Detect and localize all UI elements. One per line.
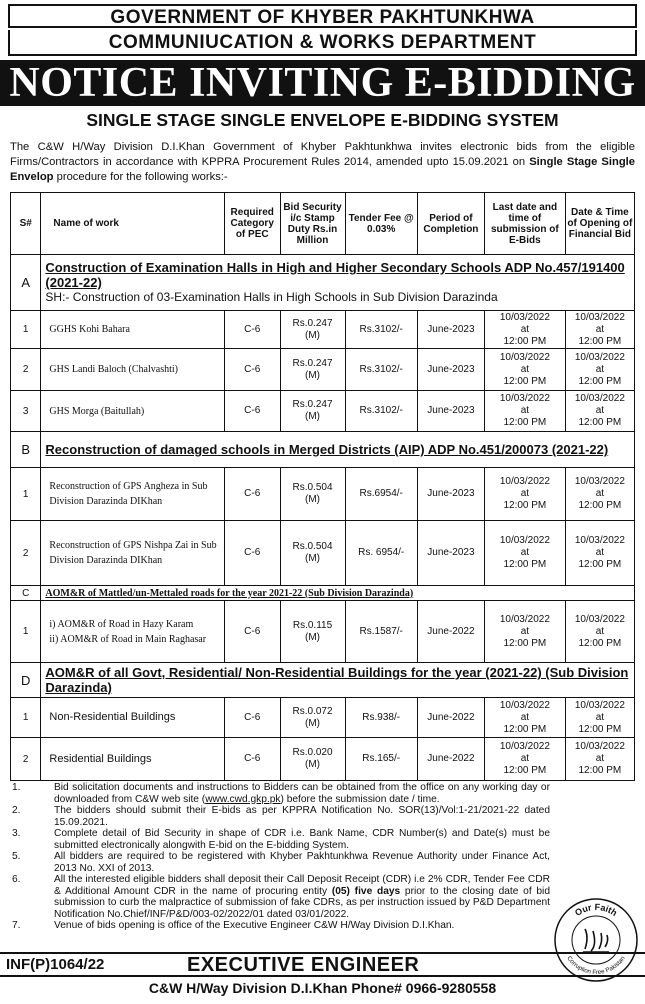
instruction-text: The bidders should submit their E-bids as per KPPRA Notification No. SOR(13)/Vol:1-21/2021-22 dated 15.09.2021. [54, 805, 550, 828]
row-work: Reconstruction of GPS Angheza in Sub Division Darazinda DIKhan [41, 468, 225, 521]
row-security [280, 698, 345, 738]
last-at: at [520, 488, 530, 499]
last-time: 12:00 PM [503, 417, 547, 428]
instruction-bold-text: (05) five days [331, 885, 401, 897]
open-time: 12:00 PM [578, 335, 622, 347]
security-unit: (M) [305, 553, 320, 564]
open-time: 12:00 PM [578, 637, 622, 649]
last-at: at [520, 753, 530, 764]
open-date: 10/03/2022 [574, 699, 625, 711]
last-at: at [520, 547, 530, 558]
last-at: at [520, 711, 530, 723]
section-letter: A [11, 255, 41, 311]
row-last-date [484, 601, 565, 663]
row-sno: 2 [11, 521, 41, 586]
row-opening-date [565, 349, 634, 391]
row-sno: 3 [11, 391, 41, 432]
row-category: C-6 [224, 521, 280, 586]
row-work: GHS Landi Baloch (Chalvashti) [41, 349, 225, 391]
instruction-number: 3. [12, 828, 21, 839]
row-last-date [484, 738, 565, 781]
table-row [11, 521, 635, 586]
instruction-number: 7. [12, 920, 21, 931]
open-at: at [595, 711, 605, 723]
row-fee: Rs.3102/- [345, 391, 417, 432]
open-date: 10/03/2022 [574, 613, 625, 625]
col-header-fee: Tender Fee @ 0.03% [345, 193, 417, 255]
open-time: 12:00 PM [578, 559, 622, 570]
open-at: at [595, 363, 605, 375]
security-unit: (M) [305, 329, 320, 341]
open-date: 10/03/2022 [574, 351, 625, 363]
section-title: Reconstruction of damaged schools in Merged Districts (AIP) ADP No.451/200073 (2021-22) [45, 442, 609, 457]
row-sno: 2 [11, 349, 41, 391]
intro-text: The C&W H/Way Division D.I.Khan Government of Khyber Pakhtunkhwa invites electronic bids from the eligible Firms/Contractors in accordance with KPPRA Procurement Rules 2014, amended upto 15.09.2021 on [10, 141, 635, 168]
intro-bold-text: Single Stage Single Envelop [10, 156, 635, 183]
table-row [11, 698, 635, 738]
section-header-row [11, 432, 635, 468]
section-subtitle: SH:- Construction of 03-Examination Halls in High Schools in Sub Division Darazinda [45, 290, 498, 304]
row-opening-date [565, 391, 634, 432]
last-date: 10/03/2022 [499, 476, 550, 487]
reference-number: INF(P)1064/22 [6, 956, 105, 973]
last-date: 10/03/2022 [499, 311, 550, 323]
table-row [11, 391, 635, 432]
section-header-row [11, 255, 635, 311]
security-unit: (M) [305, 759, 320, 770]
row-security [280, 391, 345, 432]
row-category: C-6 [224, 738, 280, 781]
col-header-period: Period of Completion [417, 193, 484, 255]
instruction-item [10, 874, 550, 920]
last-time: 12:00 PM [503, 335, 547, 347]
row-period: June-2023 [417, 521, 484, 586]
section-title-cell [41, 255, 635, 311]
instruction-number: 5. [12, 851, 21, 862]
table-header-row [11, 193, 635, 255]
open-date: 10/03/2022 [574, 741, 625, 752]
open-at: at [595, 323, 605, 335]
row-work: GGHS Kohi Bahara [41, 311, 225, 349]
security-unit: (M) [305, 411, 320, 422]
open-date: 10/03/2022 [574, 311, 625, 323]
col-header-opening: Date & Time of Opening of Financial Bid [565, 193, 634, 255]
section-title-cell [41, 663, 635, 698]
row-security [280, 601, 345, 663]
row-sno: 1 [11, 311, 41, 349]
instruction-item [10, 851, 550, 874]
row-opening-date [565, 698, 634, 738]
row-last-date [484, 311, 565, 349]
security-amount: Rs.0.504 [292, 541, 333, 552]
last-date: 10/03/2022 [499, 351, 550, 363]
col-header-category: Required Category of PEC [224, 193, 280, 255]
row-category: C-6 [224, 349, 280, 391]
row-work: GHS Morga (Baitullah) [41, 391, 225, 432]
section-title: AOM&R of Mattled/un-Mettaled roads for the year 2021-22 (Sub Division Darazinda) [45, 587, 414, 599]
row-category: C-6 [224, 698, 280, 738]
website-link[interactable]: www.cwd.gkp.pk [205, 793, 281, 805]
work-item-2: ii) AOM&R of Road in Main Raghasar [49, 633, 207, 645]
government-header: GOVERNMENT OF KHYBER PAKHTUNKHWA [8, 4, 637, 28]
row-security [280, 521, 345, 586]
open-time: 12:00 PM [578, 500, 622, 511]
signatory-title: EXECUTIVE ENGINEER [187, 954, 420, 976]
table-row [11, 349, 635, 391]
row-security [280, 738, 345, 781]
instruction-text-part: All the interested eligible bidders shall deposit their Call Deposit Receipt (CDR) i.e 2% CDR, Tender Fee CDR & Additional Amount CDR in the name of procuring entity [54, 874, 550, 897]
table-row [11, 601, 635, 663]
row-sno: 1 [11, 601, 41, 663]
last-time: 12:00 PM [503, 637, 547, 649]
row-sno: 1 [11, 698, 41, 738]
row-fee: Rs. 6954/- [345, 521, 417, 586]
table-row [11, 311, 635, 349]
notice-title-banner: NOTICE INVITING E-BIDDING [0, 60, 645, 106]
open-date: 10/03/2022 [574, 535, 625, 546]
instruction-item [10, 805, 550, 828]
last-date: 10/03/2022 [499, 699, 550, 711]
row-opening-date [565, 601, 634, 663]
row-sno: 1 [11, 468, 41, 521]
row-category: C-6 [224, 391, 280, 432]
open-at: at [595, 547, 605, 558]
instructions-list [10, 782, 550, 932]
row-sno: 2 [11, 738, 41, 781]
row-period: June-2022 [417, 738, 484, 781]
row-security [280, 349, 345, 391]
section-header-row [11, 663, 635, 698]
security-amount: Rs.0.115 [292, 619, 333, 631]
row-fee: Rs.6954/- [345, 468, 417, 521]
row-period: June-2023 [417, 391, 484, 432]
bids-table [10, 192, 635, 781]
row-category: C-6 [224, 601, 280, 663]
row-work: Non-Residential Buildings [41, 698, 225, 738]
bidding-system-subtitle: SINGLE STAGE SINGLE ENVELOPE E-BIDDING SYSTEM [86, 110, 559, 130]
instruction-item [10, 920, 550, 932]
security-unit: (M) [305, 631, 320, 643]
row-fee: Rs.165/- [345, 738, 417, 781]
work-item-1: i) AOM&R of Road in Hazy Karam [49, 618, 194, 630]
last-at: at [520, 323, 530, 335]
row-last-date [484, 349, 565, 391]
section-letter: C [11, 586, 41, 601]
row-opening-date [565, 738, 634, 781]
security-unit: (M) [305, 717, 320, 729]
instruction-number: 2. [12, 805, 21, 816]
department-header: COMMUNIUCATION & WORKS DEPARTMENT [8, 30, 637, 56]
office-address: C&W H/Way Division D.I.Khan Phone# 0966-9280558 [148, 980, 497, 996]
instruction-text-part: Bid solicitation documents and instructions to Bidders can be obtained from the office on any working day or downloaded from C&W web site ( [54, 782, 550, 805]
intro-paragraph [10, 140, 635, 185]
last-time: 12:00 PM [503, 375, 547, 387]
last-time: 12:00 PM [503, 723, 547, 735]
row-fee: Rs.3102/- [345, 349, 417, 391]
section-header-row [11, 586, 635, 601]
last-date: 10/03/2022 [499, 741, 550, 752]
open-date: 10/03/2022 [574, 393, 625, 404]
last-date: 10/03/2022 [499, 393, 550, 404]
section-title-cell [41, 586, 635, 601]
row-last-date [484, 521, 565, 586]
last-time: 12:00 PM [503, 559, 547, 570]
row-opening-date [565, 521, 634, 586]
open-time: 12:00 PM [578, 417, 622, 428]
col-header-work: Name of work [41, 193, 225, 255]
instruction-number: 1. [12, 782, 21, 793]
security-amount: Rs.0.072 [292, 705, 333, 717]
instruction-text: All bidders are required to be registered with Khyber Pakhtunkhwa Revenue Authority under Finance Act, 2013 No. XXI of 2013. [54, 851, 550, 874]
row-last-date [484, 391, 565, 432]
last-date: 10/03/2022 [499, 613, 550, 625]
instruction-item [10, 782, 550, 805]
security-unit: (M) [305, 494, 320, 505]
last-time: 12:00 PM [503, 500, 547, 511]
row-security [280, 468, 345, 521]
seal-bottom-path-text: Corruption Free Pakistan [565, 955, 627, 977]
row-fee: Rs.3102/- [345, 311, 417, 349]
row-period: June-2022 [417, 698, 484, 738]
instruction-text-part: ) before the submission date / time. [280, 793, 440, 805]
last-at: at [520, 363, 530, 375]
row-work [41, 601, 225, 663]
section-title-cell [41, 432, 635, 468]
row-category: C-6 [224, 311, 280, 349]
row-opening-date [565, 311, 634, 349]
seal-top-path-text: Our Faith [573, 901, 620, 919]
instruction-text: Complete detail of Bid Security in shape of CDR i.e. Bank Name, CDR Number(s) and Date(s) must be submitted electronically alongwith E-bid on the E-bidding System. [54, 828, 550, 851]
instruction-text [54, 782, 550, 805]
row-period: June-2022 [417, 601, 484, 663]
intro-tail-text: procedure for the following works:- [53, 171, 228, 183]
open-at: at [595, 753, 605, 764]
open-at: at [595, 625, 605, 637]
instruction-text-part: prior to the closing date of bid submission to curb the malpractice of submission of fake CDRs, as per instruction issued by P&D Department Notification No.Chief/INF/P&D/003-02/2022/01 dated 03/01/2022. [54, 885, 550, 920]
last-time: 12:00 PM [503, 765, 547, 776]
table-row [11, 738, 635, 781]
row-last-date [484, 698, 565, 738]
security-amount: Rs.0.020 [292, 747, 333, 758]
security-amount: Rs.0.504 [292, 482, 333, 493]
last-at: at [520, 405, 530, 416]
col-header-security: Bid Security i/c Stamp Duty Rs.in Million [280, 193, 345, 255]
row-period: June-2023 [417, 468, 484, 521]
open-at: at [595, 405, 605, 416]
security-amount: Rs.0.247 [292, 357, 333, 369]
open-time: 12:00 PM [578, 375, 622, 387]
instruction-item [10, 828, 550, 851]
open-time: 12:00 PM [578, 723, 622, 735]
last-at: at [520, 625, 530, 637]
row-opening-date [565, 468, 634, 521]
instruction-number: 6. [12, 874, 21, 885]
row-work: Residential Buildings [41, 738, 225, 781]
open-time: 12:00 PM [578, 765, 622, 776]
instruction-text [54, 874, 550, 920]
seal-calligraphy-icon [583, 929, 609, 952]
row-work: Reconstruction of GPS Nishpa Zai in Sub Division Darazinda DIKhan [41, 521, 225, 586]
col-header-last-date: Last date and time of submission of E-Bids [484, 193, 565, 255]
open-date: 10/03/2022 [574, 476, 625, 487]
table-row [11, 468, 635, 521]
open-at: at [595, 488, 605, 499]
last-date: 10/03/2022 [499, 535, 550, 546]
security-amount: Rs.0.247 [292, 399, 333, 410]
instruction-text: Venue of bids opening is office of the Executive Engineer C&W H/Way Division D.I.Khan. [54, 920, 455, 931]
security-amount: Rs.0.247 [292, 317, 333, 329]
row-last-date [484, 468, 565, 521]
col-header-sno: S# [11, 193, 41, 255]
footer-bar [0, 952, 645, 977]
security-unit: (M) [305, 369, 320, 381]
section-title: Construction of Examination Halls in High and Higher Secondary Schools ADP No.457/191400 (2021-22) [45, 260, 625, 290]
row-security [280, 311, 345, 349]
row-fee: Rs.1587/- [345, 601, 417, 663]
row-period: June-2023 [417, 311, 484, 349]
row-period: June-2023 [417, 349, 484, 391]
row-fee: Rs.938/- [345, 698, 417, 738]
section-letter: B [11, 432, 41, 468]
section-title: AOM&R of all Govt, Residential/ Non-Residential Buildings for the year (2021-22) (Sub Division Darazinda) [45, 665, 629, 695]
section-letter: D [11, 663, 41, 698]
row-category: C-6 [224, 468, 280, 521]
